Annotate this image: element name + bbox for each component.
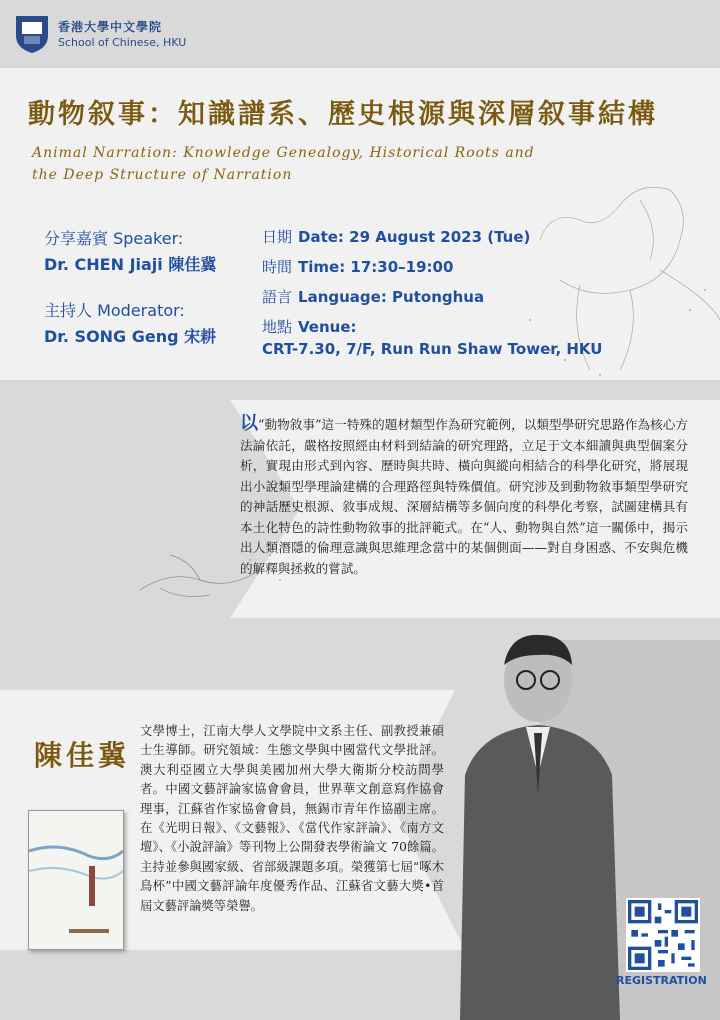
speaker-label: 分享嘉賓 Speaker: [44,229,184,248]
info-time-value: Time: 17:30–19:00 [298,258,454,276]
info-date-key: 日期 [262,228,293,246]
talk-title-cn: 動物叙事：知識譜系、歷史根源與深層叙事結構 [28,99,658,130]
talk-title-en: Animal Narration: Knowledge Genealogy, Historical Roots and the Deep Structure of Narration [32,145,535,183]
abstract-drop-char: 以 [240,413,259,434]
speaker-photo [440,625,640,1020]
hku-crest-icon [14,14,50,54]
info-venue [262,316,357,337]
speaker-name: Dr. CHEN Jiaji 陳佳冀 [44,255,217,274]
info-language [262,286,484,307]
venue-text: CRT-7.30, 7/F, Run Run Shaw Tower, HKU [262,340,603,358]
moderator-label: 主持人 Moderator: [44,301,185,320]
talk-abstract [240,414,688,579]
info-date [262,226,530,247]
info-venue-label: Venue: [298,318,357,336]
speaker-bio: 文學博士，江南大學人文學院中文系主任、副教授兼碩士生導師。研究領域：生態文學與中國當代文學批評。澳大利亞國立大學與美國加州大學大衛斯分校訪問學者。中國文藝評論家協會會員，世界華文創意寫作協會理事，江蘇省作家協會會員，無錫市青年作協副主席。在《光明日報》、《文藝報》、《當代作家評論》、《南方文壇》、《小說評論》等刊物上公開發表學術論文 70餘篇。主持並參與國家級、省部級課題多項。榮獲第七屆“啄木鳥杯”中國文藝評論年度優秀作品、江蘇省文藝大獎•首屆文藝評論獎等榮譽。 [140,724,444,913]
info-time [262,256,453,277]
bio-name: 陳佳冀 [34,739,131,772]
info-time-key: 時間 [262,258,293,276]
registration-label: REGISTRATION [616,974,707,987]
venue-value [262,340,602,358]
info-language-key: 語言 [262,288,293,306]
school-name-en: School of Chinese, HKU [58,36,187,49]
school-name-cn: 香港大學中文學院 [58,20,163,34]
info-language-value: Language: Putonghua [298,288,485,306]
info-date-value: Date: 29 August 2023 (Tue) [298,228,531,246]
abstract-text: “動物敘事”這一特殊的題材類型作為研究範例，以類型學研究思路作為核心方法論依託，嚴格按照經由材料到結論的研究理路，立足于文本細讀與典型個案分析，實現由形式到內容、歷時與共時、橫向與縱向相結合的科學化研究，將展現出小說類型學理論建構的合理路徑與特殊價值。研究涉及到動物敘事類型學研究的神話歷史根源、敘事成規、深層結構等多個向度的科學化考察，試圖建構具有本土化特色的詩性動物敘事的批評範式。在“人、動物與自然”這一關係中，揭示出人類潛隱的倫理意識與思維理念當中的某個側面——對自身困惑、不安與危機的解釋與拯救的嘗試。 [240,417,688,576]
registration-qr-code[interactable] [626,898,700,972]
book-cover-image [28,810,124,950]
info-venue-key: 地點 [262,318,293,336]
moderator-name: Dr. SONG Geng 宋耕 [44,327,217,346]
